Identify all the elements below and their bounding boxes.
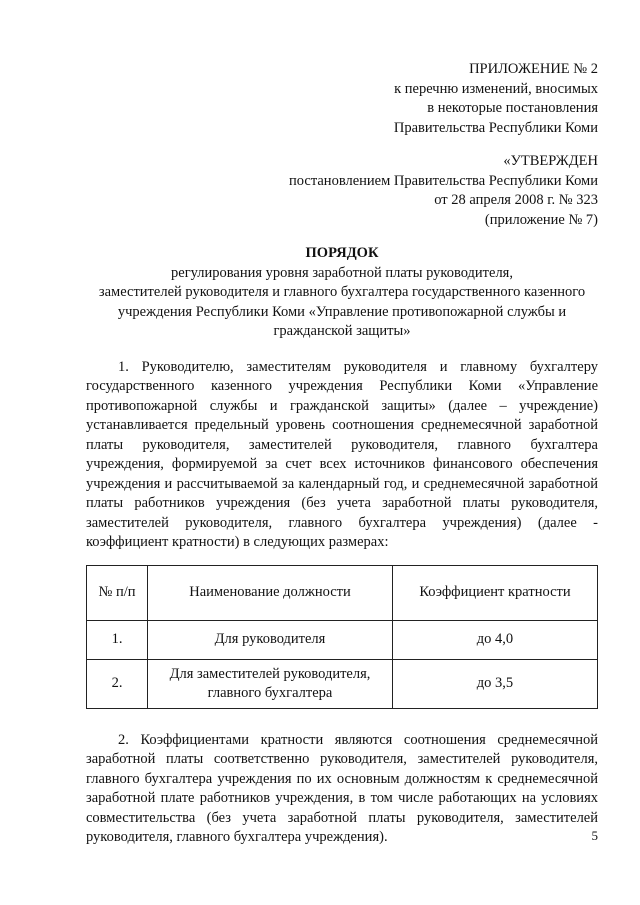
- approved-line: постановлением Правительства Республики Коми: [289, 172, 598, 189]
- coefficient-table: [86, 565, 598, 709]
- document-title: ПОРЯДОК: [305, 245, 379, 261]
- row-position: Для руководителя: [148, 620, 393, 659]
- approved-line: (приложение № 7): [484, 211, 598, 228]
- appendix-header: [86, 60, 598, 138]
- paragraph-2: 2. Коэффициентами кратности являются соотношения среднемесячной заработной платы соответственно руководителя, заместителей руководителя, главного бухгалтера учреждения по их основным должностям к среднемесячной заработной плате работников учреждения, в том числе работающих на условиях совместительства (без учета заработной платы руководителя, заместителей руководителя, главного бухгалтера учреждения).: [86, 731, 598, 845]
- row-coefficient: до 4,0: [393, 620, 598, 659]
- approved-line: «УТВЕРЖДЕН: [503, 153, 598, 169]
- approved-line: от 28 апреля 2008 г. № 323: [434, 192, 598, 208]
- header-number: № п/п: [87, 565, 148, 620]
- subtitle-line: регулирования уровня заработной платы руководителя,: [171, 264, 513, 281]
- page-number: 5: [591, 828, 598, 843]
- appendix-line: ПРИЛОЖЕНИЕ № 2: [469, 61, 598, 77]
- appendix-line: в некоторые постановления: [427, 100, 598, 116]
- paragraph-1: 1. Руководителю, заместителям руководителя и главному бухгалтеру государственного казенного учреждения Республики Коми «Управление противопожарной службы и гражданской защиты» (далее – учреждение) устанавливается предельный уровень соотношения среднемесячной заработной платы руководителя, заместителей руководителя, главного бухгалтера учреждения, формируемой за счет всех источников финансового обеспечения учреждения и рассчитываемой за календарный год, и среднемесячной заработной платы работников учреждения (без учета заработной платы руководителя, заместителей руководителя, главного бухгалтера учреждения) (далее - коэффициент кратности) в следующих размерах:: [86, 358, 598, 550]
- header-position: Наименование должности: [148, 565, 393, 620]
- row-position: Для заместителей руководителя, главного бухгалтера: [148, 659, 393, 708]
- appendix-line: Правительства Республики Коми: [393, 119, 598, 136]
- appendix-line: к перечню изменений, вносимых: [394, 80, 598, 97]
- table-row: [87, 620, 598, 659]
- subtitle-line: заместителей руководителя и главного бухгалтера государственного казенного: [98, 284, 586, 300]
- subtitle-line: гражданской защиты»: [273, 323, 411, 339]
- subtitle-line: учреждения Республики Коми «Управление противопожарной службы и: [117, 303, 567, 320]
- row-coefficient: до 3,5: [393, 659, 598, 708]
- table-row: [87, 659, 598, 708]
- approved-block: [86, 152, 598, 230]
- table-header-row: [87, 565, 598, 620]
- row-number: 1.: [87, 620, 148, 659]
- row-number: 2.: [87, 659, 148, 708]
- document-subtitle: [86, 264, 598, 342]
- header-coefficient: Коэффициент кратности: [393, 565, 598, 620]
